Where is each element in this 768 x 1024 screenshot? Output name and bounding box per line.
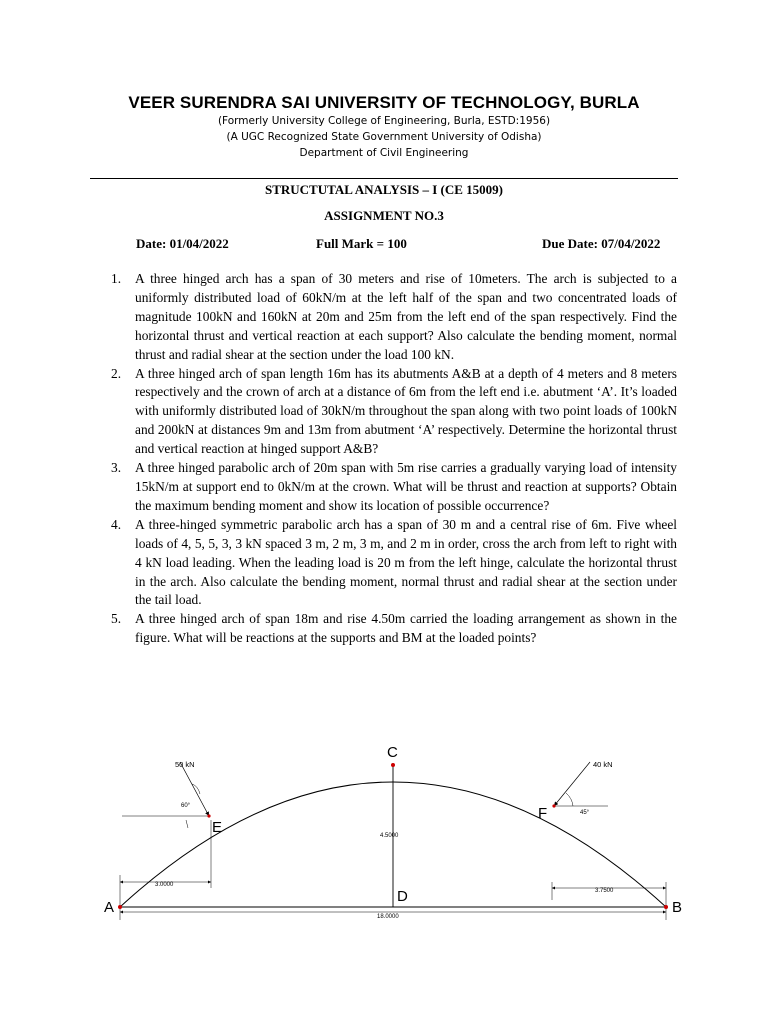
arch-diagram [100, 740, 690, 930]
angle-e-label: 60° [181, 803, 191, 809]
angle-f-arc [566, 793, 573, 806]
full-mark: Full Mark = 100 [316, 236, 407, 251]
point-e-marker [207, 814, 210, 817]
arch-figure [100, 740, 690, 930]
span-label: 18.0000 [377, 914, 399, 920]
question-number: 3. [111, 460, 122, 476]
point-b-marker [664, 905, 668, 909]
label-e: E [212, 819, 223, 836]
question-item [94, 270, 677, 365]
assignment-title: ASSIGNMENT NO.3 [324, 208, 444, 223]
university-name: VEER SURENDRA SAI UNIVERSITY OF TECHNOLOGY, BURLA [128, 93, 640, 112]
load-e-label: 50 kN [175, 760, 195, 769]
load-f-label: 40 kN [593, 760, 613, 769]
label-c: C [387, 744, 398, 761]
label-f: F [538, 805, 548, 822]
angle-e-tick [186, 820, 188, 828]
question-text: A three hinged arch has a span of 30 meters and rise of 10meters. The arch is subjected to a uniformly distributed load of 60kN/m at the left half of the span and two concentrated loads of magnitude 100kN and 160kN at 20m and 25m from the left end of the span respectively. Find the horizontal thrust and vertical reaction at each support? Also calculate the bending moment, normal thrust and radial shear at the section under the load 100 kN. [135, 271, 677, 362]
point-c-marker [391, 763, 395, 767]
header-divider [90, 178, 678, 179]
rise-label: 4.5000 [380, 833, 399, 839]
due-date: Due Date: 07/04/2022 [542, 236, 661, 251]
question-item [94, 365, 677, 460]
question-item [94, 459, 677, 516]
question-number: 4. [111, 516, 122, 532]
assignment-date: Date: 01/04/2022 [136, 236, 229, 251]
question-text: A three hinged arch of span length 16m has its abutments A&B at a depth of 4 meters and 8 meters respectively and the crown of arch at a distance of 6m from the left end i.e. abutment ‘A’. It’s loaded with uniformly distributed load of 30kN/m throughout the span along with two point loads of 100kN and 200kN at distances 9m and 13m from abutment ‘A’ respectively. Determine the horizontal thrust and vertical reaction at hinged support A&B? [135, 365, 677, 457]
right-distance-label: 3.7500 [595, 888, 614, 894]
question-text: A three-hinged symmetric parabolic arch has a span of 30 m and a central rise of 6m. Five wheel loads of 4, 5, 5, 3, 3 kN spaced 3 m, 2 m, 3 m, and 2 m in order, cross the arch from left to right with 4 kN load leading. When the leading load is 20 m from the left hinge, calculate the horizontal thrust in the arch. Also calculate the bending moment, normal thrust and radial shear at the section under the tail load. [135, 516, 677, 608]
course-title: STRUCTUTAL ANALYSIS – I (CE 15009) [264, 182, 504, 197]
question-number: 5. [111, 611, 122, 627]
question-list [94, 270, 677, 648]
question-number: 2. [111, 365, 122, 381]
load-f-arrow [554, 762, 590, 806]
question-text: A three hinged parabolic arch of 20m span with 5m rise carries a gradually varying load of intensity 15kN/m at support end to 0kN/m at the crown. What will be thrust and reaction at supports? Obtain the maximum bending moment and show its location of possible occurrence? [135, 460, 677, 513]
question-number: 1. [111, 271, 122, 286]
formerly-line: (Formerly University College of Engineering, Burla, ESTD:1956) [217, 115, 551, 127]
question-item [94, 516, 677, 611]
label-a: A [104, 899, 115, 916]
left-distance-label: 3.0000 [155, 882, 174, 888]
point-a-marker [118, 905, 122, 909]
question-text: A three hinged arch of span 18m and rise 4.50m carried the loading arrangement as shown in the figure. What will be reactions at the supports and BM at the loaded points? [135, 611, 677, 646]
point-f-marker [552, 804, 555, 807]
angle-f-label: 45° [580, 810, 590, 816]
label-b: B [672, 899, 683, 916]
question-item [94, 610, 677, 648]
department-line: Department of Civil Engineering [299, 147, 469, 159]
label-d: D [397, 888, 408, 905]
recognition-line: (A UGC Recognized State Government University of Odisha) [226, 131, 542, 143]
